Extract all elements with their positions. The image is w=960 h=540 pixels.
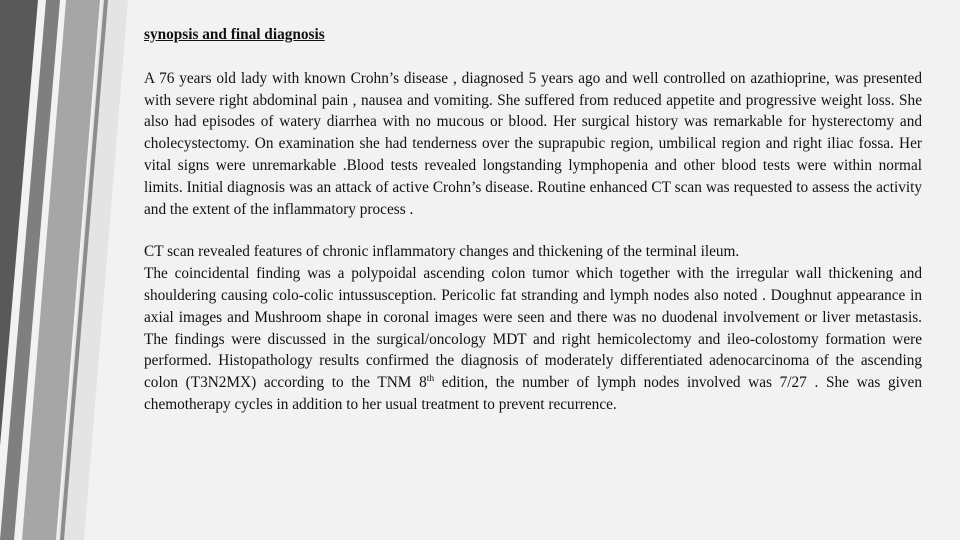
- diagnosis-text-start: The coincidental finding was a polypoidal ascending colon tumor which together with the irregular wall thickening and shouldering causing colo-colic intussusception. Pericolic fat stranding and lymph nodes also noted . Doughnut appearance in axial images and Mushroom shape in coronal images were seen and there was no duodenal involvement or liver metastasis. The findings were discussed in the surgical/oncology MDT and right hemicolectomy and ileo-colostomy formation were performed. Histopathology results confirmed the diagnosis of moderately differentiated adenocarcinoma of the ascending colon (T3N2MX) according to the TNM 8: [144, 265, 922, 392]
- diagnosis-text-end: edition, the number of lymph nodes involved was 7/27 . She was given chemotherapy cycles in addition to her usual treatment to prevent recurrence.: [144, 374, 922, 413]
- diagnosis-paragraph: [144, 263, 922, 416]
- slide-title: synopsis and final diagnosis: [144, 26, 325, 43]
- paragraph-spacer: [144, 220, 922, 241]
- history-paragraph: A 76 years old lady with known Crohn’s disease , diagnosed 5 years ago and well controlled on azathioprine, was presented with severe right abdominal pain , nausea and vomiting. She suffered from reduced appetite and progressive weight loss. She also had episodes of watery diarrhea with no mucous or blood. Her surgical history was remarkable for hysterectomy and cholecystectomy. On examination she had tenderness over the suprapubic region, umbilical region and right iliac fossa. Her vital signs were unremarkable .Blood tests revealed longstanding lymphopenia and other blood tests were within normal limits. Initial diagnosis was an attack of active Crohn’s disease. Routine enhanced CT scan was requested to assess the activity and the extent of the inflammatory process .: [144, 69, 922, 218]
- ct-findings-line: CT scan revealed features of chronic inflammatory changes and thickening of the terminal ileum.: [144, 243, 740, 261]
- slide-content: [144, 24, 922, 416]
- superscript-th: th: [426, 374, 435, 385]
- decorative-stripes: [0, 0, 140, 540]
